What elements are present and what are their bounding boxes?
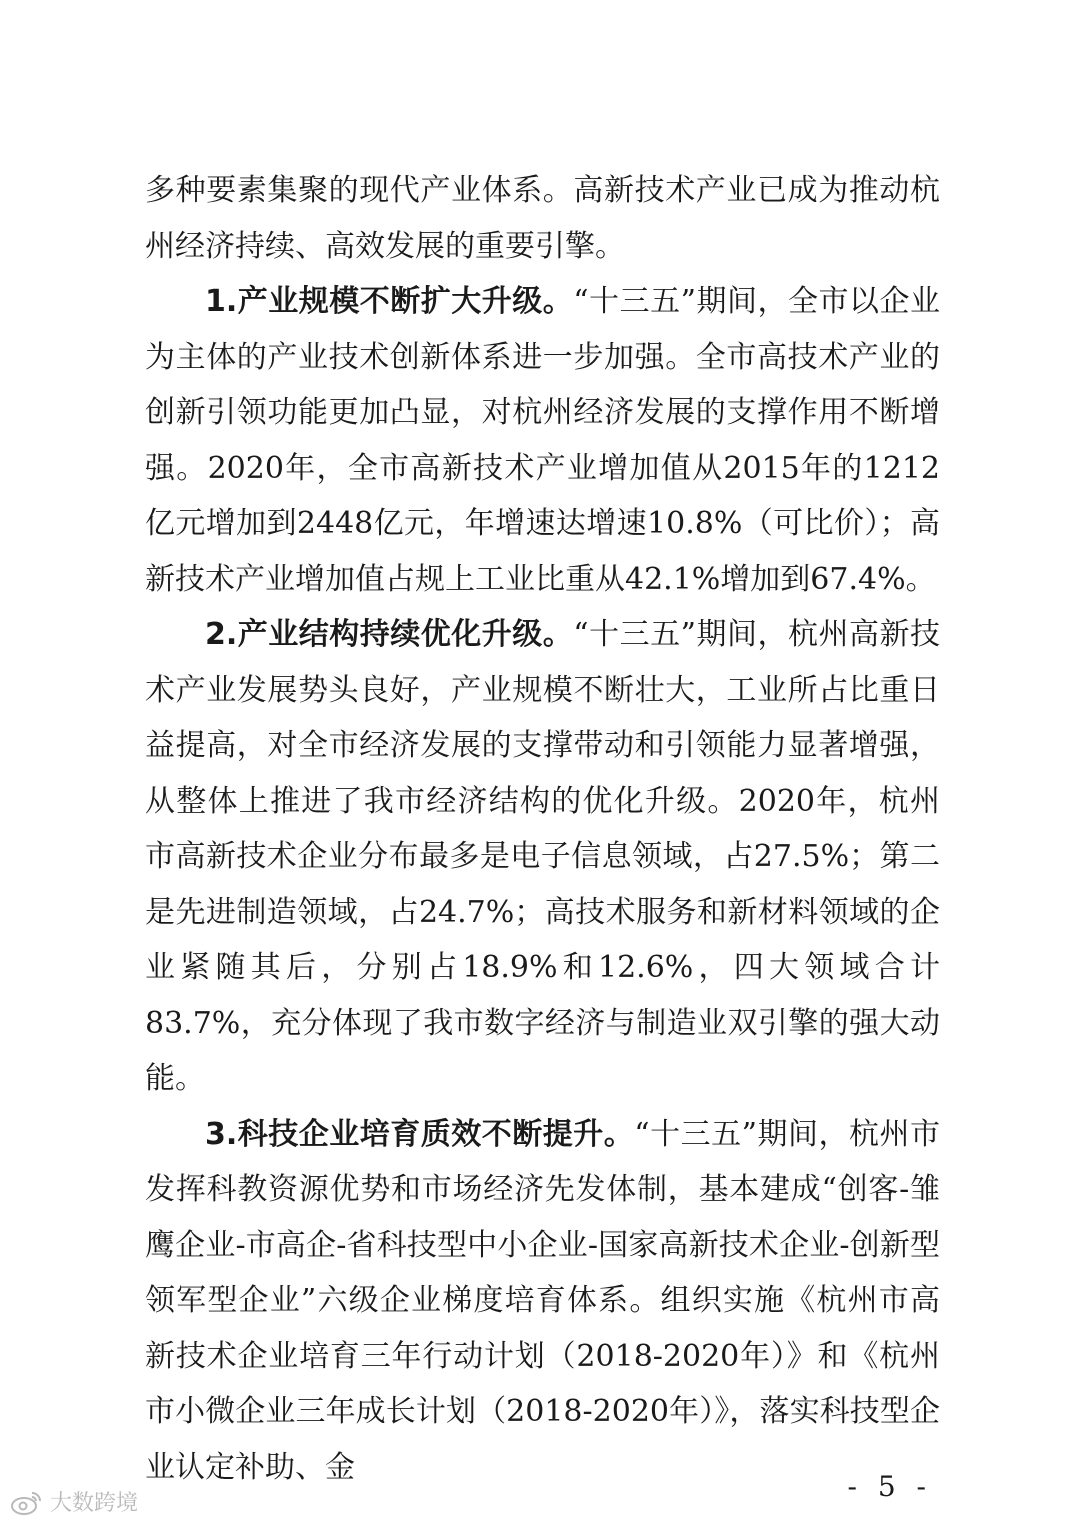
watermark-label: 大数跨境	[50, 1491, 139, 1516]
page-number: - 5 -	[847, 1470, 932, 1503]
paragraph-2-heading: 2.产业结构持续优化升级。	[205, 617, 574, 652]
watermark	[10, 1486, 138, 1517]
paragraph-0-text: 多种要素集聚的现代产业体系。高新技术产业已成为推动杭州经济持续、高效发展的重要引擎。	[145, 173, 940, 264]
paragraph-2-text: “十三五”期间，杭州高新技术产业发展势头良好，产业规模不断壮大，工业所占比重日益提高，对全市经济发展的支撑带动和引领能力显著增强，从整体上推进了我市经济结构的优化升级。2020年，杭州市高新技术企业分布最多是电子信息领域，占27.5%；第二是先进制造领域，占24.7%；高技术服务和新材料领域的企业紧随其后，分别占18.9%和12.6%，四大领域合计83.7%，充分体现了我市数字经济与制造业双引擎的强大动能。	[145, 617, 940, 1096]
paragraph-3	[145, 1107, 940, 1496]
paragraph-0	[145, 163, 940, 274]
paragraph-1	[145, 274, 940, 607]
paragraph-3-text: “十三五”期间，杭州市发挥科教资源优势和市场经济先发体制，基本建成“创客-雏鹰企业-市高企-省科技型中小企业-国家高新技术企业-创新型领军型企业”六级企业梯度培育体系。组织实施《杭州市高新技术企业培育三年行动计划（2018-2020年）》和《杭州市小微企业三年成长计划（2018-2020年）》，落实科技型企业认定补助、金	[145, 1116, 940, 1485]
paragraph-1-heading: 1.产业规模不断扩大升级。	[205, 284, 574, 319]
document-body	[145, 163, 940, 1495]
paragraph-1-text: “十三五”期间，全市以企业为主体的产业技术创新体系进一步加强。全市高技术产业的创新引领功能更加凸显，对杭州经济发展的支撑作用不断增强。2020年，全市高新技术产业增加值从2015年的1212亿元增加到2448亿元，年增速达增速10.8%（可比价）；高新技术产业增加值占规上工业比重从42.1%增加到67.4%。	[145, 284, 940, 597]
weibo-icon	[10, 1488, 44, 1516]
paragraph-2	[145, 607, 940, 1107]
paragraph-3-heading: 3.科技企业培育质效不断提升。	[205, 1116, 635, 1152]
